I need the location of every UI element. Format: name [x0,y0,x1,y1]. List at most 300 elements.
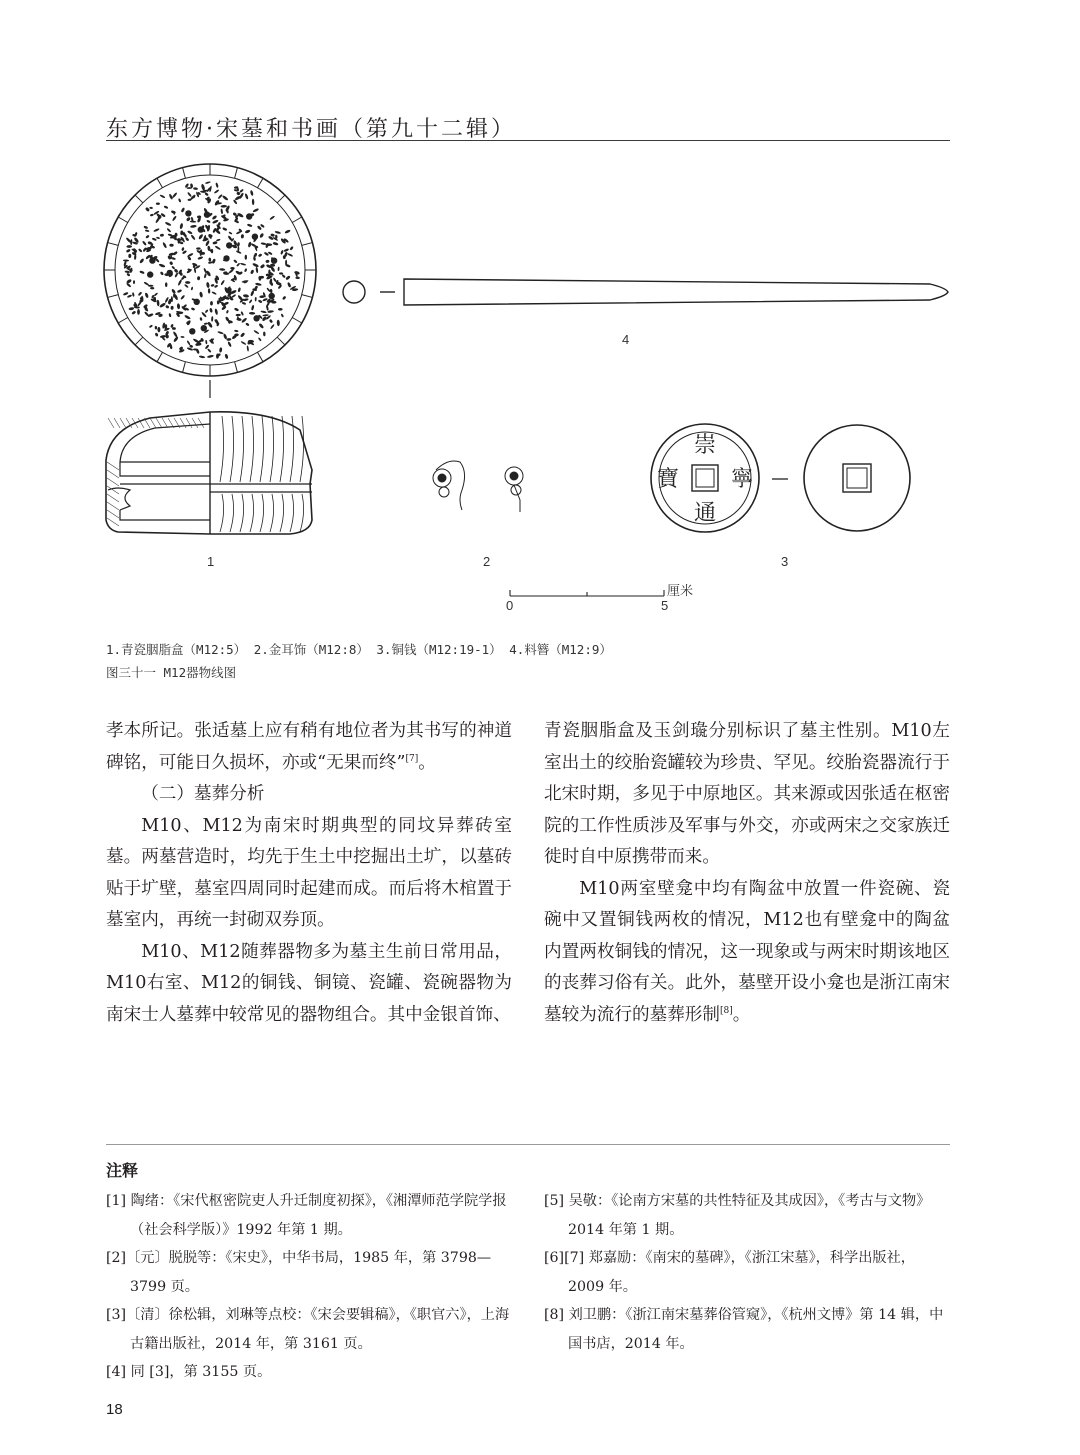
running-header: 东方博物·宋墓和书画（第九十二辑） [106,117,516,142]
floral-petal [152,237,157,241]
floral-petal [217,194,222,200]
scale-bar [510,590,664,596]
rib-line [240,416,244,482]
floral-petal [212,215,218,220]
floral-petal [245,322,249,326]
floral-petal [219,347,222,353]
floral-petal [150,287,154,290]
flower-center [185,210,191,216]
floral-petal [242,302,247,306]
floral-petal [187,253,194,258]
floral-petal [281,274,285,278]
floral-petal [197,276,200,280]
floral-petal [123,292,129,296]
hatch-line [107,462,119,470]
hatch-line [198,418,204,428]
rib-line [220,416,224,482]
floral-petal [179,223,183,229]
floral-petal [193,187,198,190]
figure-caption-items: 1.青瓷胭脂盒（M12:5） 2.金耳饰（M12:8） 3.铜钱（M12:19-1） 4.料簪（M12:9） [106,642,612,657]
hatch-line [107,478,119,486]
floral-petal [255,297,257,302]
flower-center [252,234,258,240]
floral-petal [160,271,164,276]
petal-line [258,178,264,188]
petal-line [118,318,128,324]
figure-label-4: 4 [622,332,630,347]
floral-petal [157,300,160,307]
floral-petal [234,307,239,311]
floral-petal [251,305,255,311]
floral-petal [191,287,194,291]
floral-petal [153,297,156,303]
flower-center [149,257,155,263]
floral-petal [137,309,140,315]
floral-petal [243,298,249,302]
floral-petal [165,282,167,287]
rib-line [300,416,304,482]
rib-line [270,416,274,482]
floral-petal [205,340,207,344]
petal-ring [104,164,316,376]
floral-petal [155,326,158,330]
floral-petal [177,289,182,293]
floral-petal [210,301,213,305]
floral-petal [287,253,293,257]
floral-petal [222,195,229,201]
floral-petal [142,240,147,245]
floral-petal [207,354,214,358]
rib-line [260,416,264,482]
floral-petal [258,299,263,303]
floral-petal [149,207,153,210]
floral-petal [160,233,164,237]
floral-petal [277,320,280,327]
hatch-line [114,418,120,428]
floral-petal [156,236,160,239]
petal-line [157,178,163,188]
body-paragraph: 青瓷胭脂盒及玉剑璏分别标识了墓主性别。M10左室出土的绞胎瓷罐较为珍贵、罕见。绞胎瓷器流行于北宋时期，多见于中原地区。其来源或因张适在枢密院的工作性质涉及军事与外交，亦或两宋之交家族迁徙时自中原携带而来。 [544,721,950,867]
floral-petal [196,247,201,250]
hatch-line [107,510,119,518]
floral-petal [226,338,231,341]
floral-petal [214,308,218,315]
floral-petal [255,282,262,286]
floral-petal [187,230,193,235]
floral-petal [240,341,246,346]
flower-center [223,255,229,261]
floral-petal [262,314,269,316]
floral-petal [284,229,291,234]
floral-petal [177,279,182,286]
floral-petal [253,330,259,335]
floral-petal [214,189,220,194]
floral-petal [199,249,202,256]
floral-petal [171,266,175,270]
body-right-column [544,716,950,1031]
floral-petal [199,317,202,321]
floral-petal [156,203,160,205]
floral-petal [187,192,192,197]
floral-petal [236,314,241,316]
petal-line [258,352,264,362]
floral-petal [205,181,211,184]
floral-petal [279,272,283,274]
floral-petal [144,292,149,298]
floral-petal [287,282,291,288]
floral-petal [250,190,254,196]
scale-label-zero: 0 [506,598,514,613]
hatch-line [120,418,126,428]
floral-petal [165,221,172,226]
floral-petal [278,308,283,311]
petal-line [302,243,313,246]
floral-petal [285,275,291,280]
petal-line [277,195,285,203]
body-paragraph: M10、M12随葬器物多为墓主生前日常用品，M10右室、M12的铜钱、铜镜、瓷罐、瓷碗器物为南宋士人墓葬中较常见的器物组合。其中金银首饰、 [106,941,512,1025]
floral-petal [241,234,244,238]
floral-petal [191,307,195,311]
floral-petal [265,260,269,263]
note-item: [5] 吴敬：《论南方宋墓的共性特征及其成因》，《考古与文物》2014 年第 1 期。 [544,1193,931,1238]
floral-petal [228,231,232,234]
floral-petal [169,261,173,266]
floral-petal [217,331,224,335]
coin-char-right: 寧 [730,467,754,492]
flower-center [226,242,232,248]
petal-line [292,217,302,223]
floral-petal [278,267,280,271]
floral-petal [199,355,205,358]
floral-petal [145,207,150,212]
floral-petal [208,288,210,293]
hatch-line [156,418,162,428]
figure-label-2: 2 [483,554,491,569]
floral-petal [143,225,148,229]
floral-petal [238,287,242,292]
floral-petal [125,270,131,273]
floral-petal [168,313,171,317]
floral-petal [184,314,191,319]
rib-line [240,494,244,532]
petal-line [277,337,285,345]
coin-char-top: 崇 [693,433,717,458]
floral-petal [220,208,223,214]
note-item: [4] 同 [3]，第 3155 页。 [106,1364,272,1380]
floral-petal [250,269,254,274]
rib-line [300,494,304,532]
flower-center [269,293,275,299]
floral-petal [187,347,194,351]
note-item: [1] 陶绪：《宋代枢密院吏人升迁制度初探》，《湘潭师范学院学报（社会科学版）》1992 年第 1 期。 [106,1193,507,1238]
notes-left-column [106,1187,518,1387]
floral-petal [145,229,150,232]
floral-petal [215,182,219,188]
floral-petal [280,250,284,255]
floral-petal [255,267,258,273]
floral-petal [162,242,167,249]
floral-petal [236,263,240,267]
floral-petal [209,308,213,313]
hatch-line [107,470,119,478]
floral-petal [129,307,135,311]
floral-petal [126,273,130,277]
floral-petal [260,264,266,269]
note-item: [3]〔清〕徐松辑，刘琳等点校：《宋会要辑稿》，《职官六》，上海古籍出版社，2014 年，第 3161 页。 [106,1307,510,1352]
floral-petal [234,330,238,333]
floral-petal [157,327,160,332]
floral-petal [207,321,213,328]
floral-petal [212,241,217,245]
rib-line [270,494,274,532]
floral-petal [126,282,132,287]
floral-petal [145,235,149,239]
floral-petal [243,294,249,298]
floral-petal [267,310,274,313]
floral-petal [181,247,184,251]
figure-label-3: 3 [781,554,789,569]
hatch-line [107,502,119,510]
floral-petal [185,281,190,284]
floral-petal [184,284,189,288]
floral-petal [269,319,273,324]
floral-petal [158,263,165,268]
rouge-box-section-view [106,412,312,534]
petal-line [157,352,163,362]
petal-line [183,168,186,179]
floral-petal [144,311,149,317]
floral-petal [139,270,145,274]
floral-petal [150,214,154,217]
flower-center [253,315,259,321]
floral-petal [199,291,203,297]
rib-line [230,416,234,482]
floral-petal [249,312,255,315]
body-paragraph: M10、M12为南宋时期典型的同坟异葬砖室墓。两墓营造时，均先于生土中挖掘出土圹，以墓砖贴于圹壁，墓室四周同时起建而成。而后将木棺置于墓室内，再统一封砌双券顶。 [106,815,512,930]
floral-petal [206,219,211,223]
figure-caption-title: 图三十一 M12器物线图 [106,665,237,680]
hatch-line [107,518,119,526]
floral-petal [239,189,244,193]
floral-petal [272,242,278,246]
hatch-line [186,418,192,428]
flower-center [271,258,277,264]
floral-petal [289,246,293,251]
floral-petal [258,253,263,257]
scale-unit: 厘米 [667,583,694,598]
floral-petal [171,288,176,294]
floral-petal [226,310,229,314]
floral-petal [138,291,143,296]
floral-petal [205,309,209,313]
notes-rule [106,1144,950,1145]
rib-line [230,494,234,532]
flower-center [167,270,173,276]
floral-petal [261,242,267,245]
floral-petal [249,299,253,303]
petal-line [292,318,302,324]
floral-petal [155,332,159,337]
coin-char-bottom: 通 [693,501,717,526]
floral-petal [240,332,245,338]
floral-petal [245,255,247,260]
scale-label-five: 5 [661,598,669,613]
floral-pattern [123,181,300,359]
floral-petal [207,348,212,353]
copper-coin-reverse [804,425,910,531]
notes-title: 注释 [106,1161,139,1180]
floral-petal [259,233,264,239]
floral-petal [205,344,210,349]
floral-petal [295,276,300,279]
note-item: [8] 刘卫鹏：《浙江南宋墓葬俗管窥》，《杭州文博》第 14 辑，中国书店，2014 年。 [544,1307,944,1352]
floral-petal [270,324,275,330]
floral-petal [138,248,143,253]
floral-petal [178,198,182,203]
floral-petal [126,245,132,248]
floral-petal [223,333,228,339]
floral-petal [133,280,135,284]
floral-petal [208,258,211,262]
floral-petal [270,289,273,293]
hatch-line [162,418,168,428]
flower-center [189,328,195,334]
floral-petal [281,313,285,317]
floral-petal [258,323,264,329]
gold-earrings [433,461,523,512]
rib-line [220,494,224,532]
floral-petal [247,223,253,227]
coin-char-left: 寶 [656,467,680,492]
floral-petal [227,341,232,347]
flower-center [201,325,207,331]
section-heading: （二）墓葬分析 [141,784,265,804]
floral-petal [212,219,219,224]
petal-line [135,337,143,345]
body-paragraph: M10两室壁龛中均有陶盆中放置一件瓷碗、瓷碗中又置铜钱两枚的情况，M12也有壁龛中的陶盆内置两枚铜钱的情况，这一现象或与两宋时期该地区的丧葬习俗有关。此外，墓壁开设小龛也是浙江南宋墓较为流行的墓葬形制[8]。 [544,878,950,1025]
hatch-line [107,494,119,502]
floral-petal [159,194,165,198]
floral-petal [252,199,255,205]
floral-petal [169,244,173,247]
floral-petal [159,302,166,308]
floral-petal [244,268,247,272]
petal-line [235,168,238,179]
notes-right-column [544,1187,950,1358]
floral-petal [253,256,256,261]
floral-petal [164,205,169,209]
floral-petal [221,205,228,208]
floral-petal [260,310,266,313]
rouge-box-top-view [104,164,316,376]
citation-ref: [7] [405,753,419,764]
floral-petal [128,254,131,258]
floral-petal [139,258,145,264]
rib-line [280,494,284,532]
floral-petal [180,295,185,301]
floral-petal [177,303,181,309]
floral-petal [190,234,195,240]
rib-line [260,494,264,532]
floral-petal [211,284,215,287]
floral-petal [171,306,174,310]
floral-petal [173,331,179,338]
body-paragraph: 孝本所记。张适墓上应有稍有地位者为其书写的神道碑铭，可能日久损坏，亦或“无果而终”[7]。 [106,721,512,773]
floral-petal [215,245,221,250]
floral-petal [211,316,213,322]
rib-line [280,416,284,482]
floral-petal [237,242,240,247]
hatch-line [150,418,156,428]
floral-petal [132,292,135,297]
floral-petal [233,259,238,264]
floral-petal [181,207,186,213]
floral-petal [246,345,249,351]
floral-petal [263,332,266,337]
floral-petal [204,273,207,278]
floral-petal [173,336,179,343]
floral-petal [258,337,262,341]
floral-petal [240,263,246,266]
section-ribs [220,416,304,532]
floral-petal [172,192,178,198]
floral-petal [241,317,248,323]
floral-petal [214,284,218,288]
floral-petal [143,281,149,286]
floral-petal [216,238,221,241]
floral-petal [282,296,287,301]
petal-line [108,295,119,298]
floral-petal [160,335,167,339]
floral-petal [283,248,289,252]
floral-petal [197,256,203,260]
floral-petal [154,292,159,296]
floral-petal [270,233,275,237]
petal-line [108,243,119,246]
floral-petal [219,268,225,271]
floral-petal [123,259,129,261]
floral-petal [224,354,228,360]
figure-drawings [0,0,1080,640]
floral-petal [250,290,255,297]
floral-petal [174,272,178,278]
floral-petal [155,217,161,224]
rib-line [250,416,254,482]
flower-center [198,226,204,232]
note-item: [6][7] 郑嘉励：《南宋的墓碑》，《浙江宋墓》，科学出版社，2009 年。 [544,1250,915,1295]
floral-petal [206,282,210,288]
floral-petal [269,215,275,220]
floral-petal [201,184,206,191]
hatch-line [108,418,114,428]
floral-petal [198,234,204,240]
floral-petal [245,229,251,233]
floral-petal [172,215,177,221]
floral-petal [240,311,244,316]
floral-petal [208,261,213,264]
floral-petal [127,294,132,298]
body-left-column [106,716,512,1031]
floral-petal [220,280,225,286]
hairpin [343,279,948,305]
flower-center [204,212,210,218]
petal-line [235,362,238,373]
floral-petal [244,193,248,200]
rib-line [290,494,294,532]
floral-petal [165,305,170,309]
floral-petal [180,336,184,338]
floral-petal [190,225,197,228]
